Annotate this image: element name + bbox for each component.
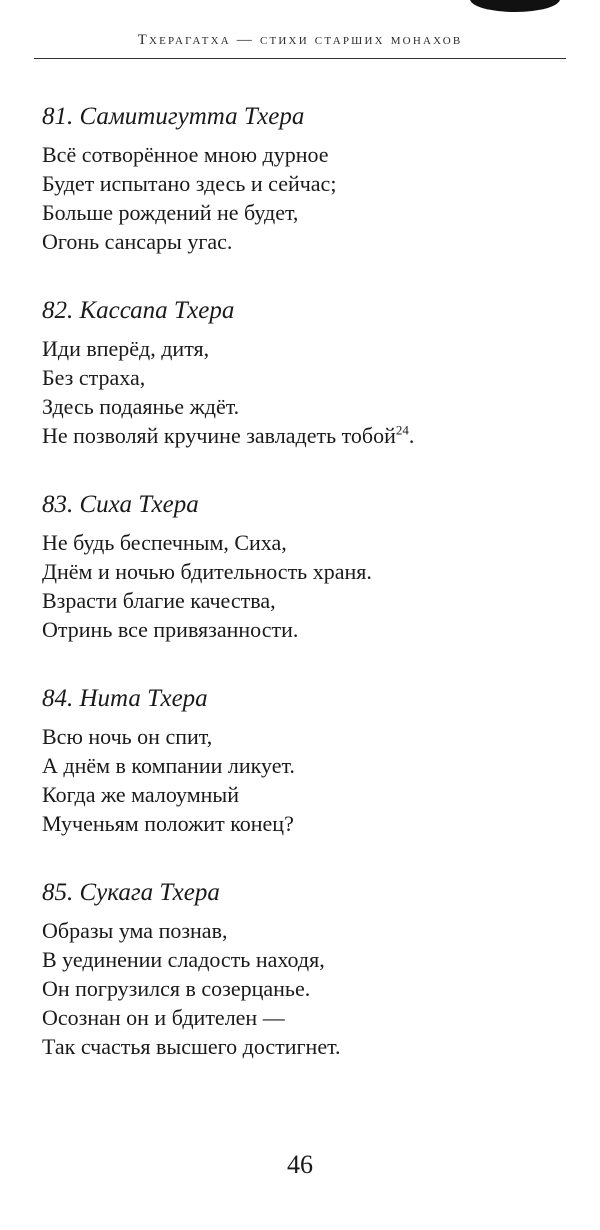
poem-line: Не будь беспечным, Сиха,	[42, 530, 287, 555]
poem-85	[42, 876, 562, 1061]
footnote-reference[interactable]: 24	[395, 422, 409, 438]
poem-line: В уединении сладость находя,	[42, 947, 325, 972]
poem-line: Здесь подаянье ждёт.	[42, 394, 240, 419]
page-content	[42, 100, 562, 1099]
poem-line: Днём и ночью бдительность храня.	[42, 559, 372, 584]
poem-line: Так счастья высшего достигнет.	[42, 1034, 341, 1059]
line-end-punctuation: .	[408, 423, 415, 448]
poem-line: Иди вперёд, дитя,	[42, 336, 210, 361]
running-header: Тхерагатха — стихи старших монахов	[137, 32, 463, 48]
poem-line: Будет испытано здесь и сейчас;	[42, 171, 337, 196]
poem-line-text: Не позволяй кручине завладеть тобой	[42, 423, 396, 448]
poem-line: Взрасти благие качества,	[42, 588, 276, 613]
poem-line: Всё сотворённое мною дурное	[42, 142, 329, 167]
poem-title: 85. Сукага Тхера	[42, 879, 220, 906]
poem-line: Мученьям положит конец?	[42, 811, 294, 836]
poem-line: Осознан он и бдителен —	[42, 1005, 285, 1030]
poem-title: 83. Сиха Тхера	[42, 491, 199, 518]
poem-83	[42, 488, 562, 644]
poem-line: Отринь все привязанности.	[42, 617, 299, 642]
poem-line: Когда же малоумный	[42, 782, 239, 807]
poem-line: Больше рождений не будет,	[42, 200, 299, 225]
poem-84	[42, 682, 562, 838]
poem-81	[42, 100, 562, 256]
poem-title: 82. Кассапа Тхера	[42, 297, 235, 324]
poem-line: А днём в компании ликует.	[42, 753, 295, 778]
poem-line: Он погрузился в созерцанье.	[42, 976, 311, 1001]
poem-line: Всю ночь он спит,	[42, 724, 213, 749]
poem-82	[42, 294, 562, 450]
scan-ink-blot	[470, 0, 560, 12]
poem-title: 84. Нита Тхера	[42, 685, 208, 712]
poem-line: Огонь сансары угас.	[42, 229, 233, 254]
header-rule	[34, 58, 566, 59]
page-number: 46	[287, 1150, 313, 1179]
poem-line: Без страха,	[42, 365, 146, 390]
poem-line-with-footnote	[42, 421, 562, 450]
poem-title: 81. Самитигутта Тхера	[42, 103, 305, 130]
poem-line: Образы ума познав,	[42, 918, 228, 943]
